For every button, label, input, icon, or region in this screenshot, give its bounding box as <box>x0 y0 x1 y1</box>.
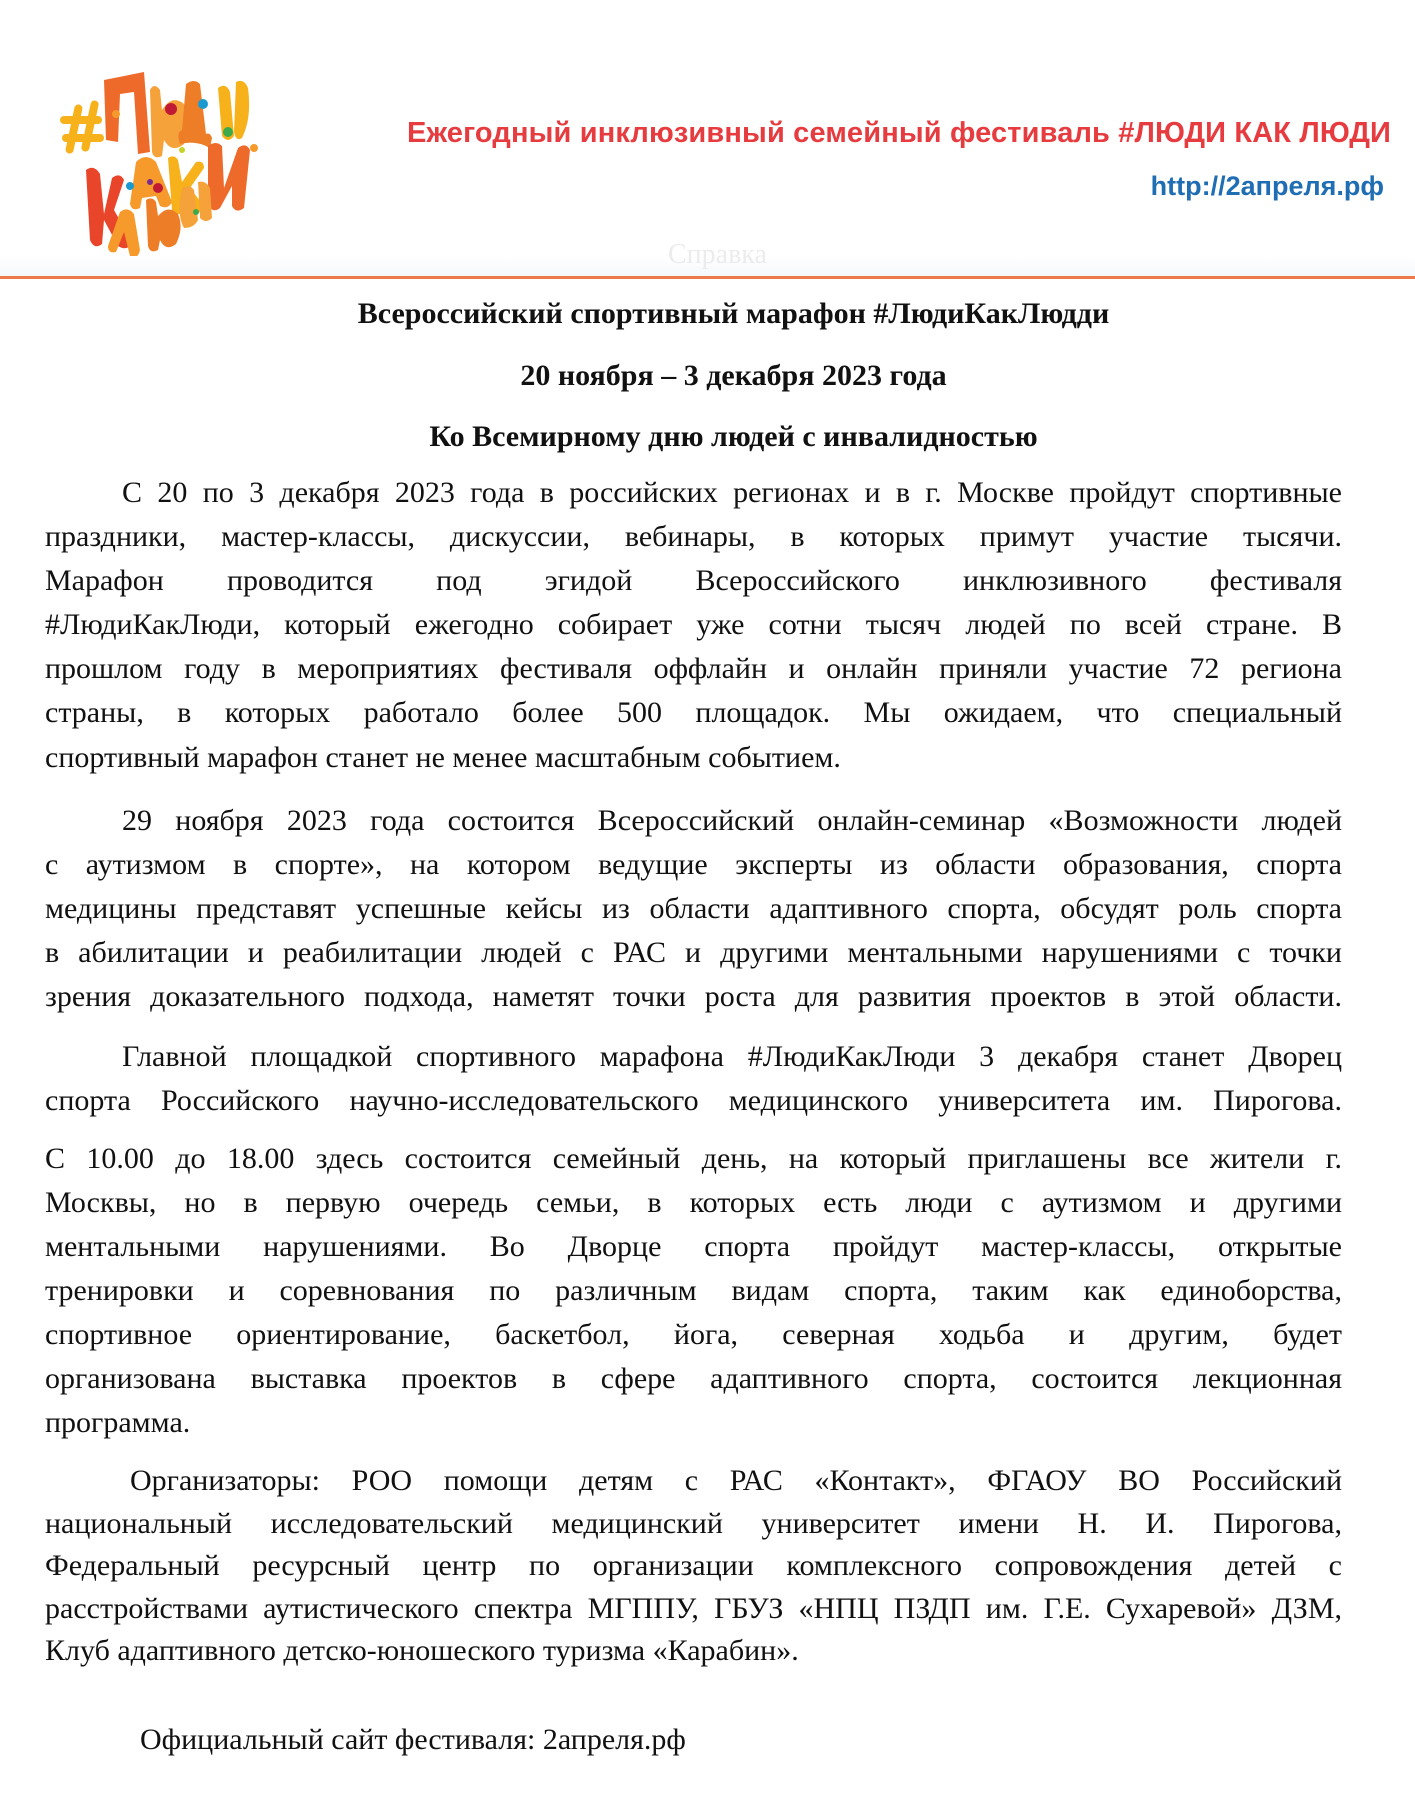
text-line: Москвы, но в первую очередь семьи, в которых есть люди с аутизмом и другими <box>45 1186 1342 1219</box>
official-site-line: Официальный сайт фестиваля: 2апреля.рф <box>140 1723 686 1756</box>
text-line: С 20 по 3 декабря 2023 года в российских регионах и в г. Москве пройдут спортивные <box>122 476 1342 509</box>
text-line: организована выставка проектов в сфере адаптивного спорта, состоится лекционная <box>45 1362 1342 1395</box>
text-line: с аутизмом в спорте», на котором ведущие эксперты из области образования, спорта <box>45 848 1342 881</box>
text-line: праздники, мастер-классы, дискуссии, вебинары, в которых примут участие тысячи. <box>45 520 1342 553</box>
text-line: страны, в которых работало более 500 площадок. Мы ожидаем, что специальный <box>45 696 1342 729</box>
text-line: ментальными нарушениями. Во Дворце спорта пройдут мастер-классы, открытые <box>45 1230 1342 1263</box>
text-line: в абилитации и реабилитации людей с РАС и другими ментальными нарушениями с точки <box>45 936 1342 969</box>
text-line: Организаторы: РОО помощи детям с РАС «Контакт», ФГАОУ ВО Российский <box>130 1464 1342 1497</box>
doc-subtitle: Ко Всемирному дню людей с инвалидностью <box>429 420 1038 453</box>
text-line: Марафон проводится под эгидой Всероссийского инклюзивного фестиваля <box>45 564 1342 597</box>
text-line: программа. <box>45 1406 191 1439</box>
text-line: медицины представят успешные кейсы из области адаптивного спорта, обсудят роль спорта <box>45 892 1342 925</box>
text-line: Клуб адаптивного детско-юношеского туризма «Карабин». <box>45 1634 799 1667</box>
festival-logo <box>58 62 268 262</box>
text-line: Главной площадкой спортивного марафона #ЛюдиКакЛюди 3 декабря станет Дворец <box>122 1040 1342 1073</box>
text-line: 29 ноября 2023 года состоится Всероссийский онлайн-семинар «Возможности людей <box>122 804 1342 837</box>
text-line: спорта Российского научно-исследовательского медицинского университета им. Пирогова. <box>45 1084 1342 1117</box>
header-divider <box>0 276 1415 279</box>
text-line: спортивный марафон станет не менее масштабным событием. <box>45 741 841 774</box>
doc-title: Всероссийский спортивный марафон #ЛюдиКакЛюдди <box>357 297 1110 330</box>
festival-url-link[interactable]: http://2апреля.рф <box>1150 171 1384 201</box>
text-line: прошлом году в мероприятиях фестиваля оффлайн и онлайн приняли участие 72 региона <box>45 652 1342 685</box>
text-line: зрения доказательного подхода, наметят точки роста для развития проектов в этой области. <box>45 980 1342 1013</box>
heart-logo-icon <box>58 62 268 262</box>
text-line: расстройствами аутистического спектра МГППУ, ГБУЗ «НПЦ ПЗДП им. Г.Е. Сухаревой» ДЗМ, <box>45 1592 1342 1625</box>
ghost-watermark-text: Справка <box>668 239 767 270</box>
doc-dates: 20 ноября – 3 декабря 2023 года <box>520 359 947 392</box>
text-line: #ЛюдиКакЛюди, который ежегодно собирает уже сотни тысяч людей по всей стране. В <box>45 608 1342 641</box>
text-line: спортивное ориентирование, баскетбол, йога, северная ходьба и другим, будет <box>45 1318 1342 1351</box>
text-line: С 10.00 до 18.00 здесь состоится семейный день, на который приглашены все жители г. <box>45 1142 1342 1175</box>
festival-header-title: Ежегодный инклюзивный семейный фестиваль #ЛЮДИ КАК ЛЮДИ <box>406 117 1391 149</box>
text-line: тренировки и соревнования по различным видам спорта, таким как единоборства, <box>45 1274 1342 1307</box>
text-line: национальный исследовательский медицинский университет имени Н. И. Пирогова, <box>45 1507 1342 1540</box>
text-line: Федеральный ресурсный центр по организации комплексного сопровождения детей с <box>45 1549 1342 1582</box>
